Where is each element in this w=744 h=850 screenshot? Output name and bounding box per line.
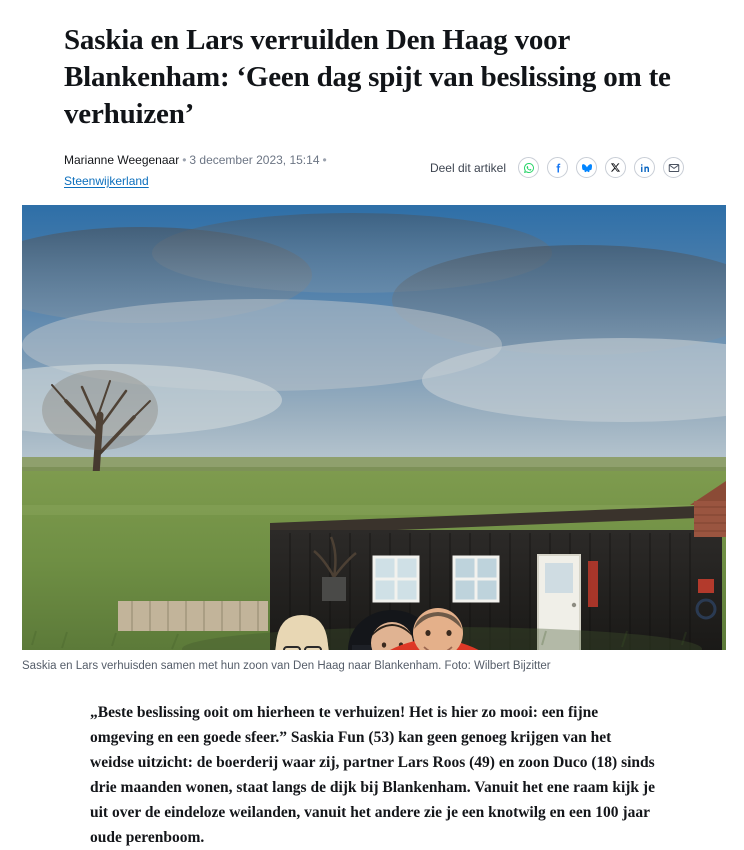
- facebook-icon: [552, 162, 564, 174]
- hero-image: [22, 205, 726, 650]
- x-share-button[interactable]: [605, 157, 626, 178]
- byline: [64, 151, 330, 190]
- linkedin-share-button[interactable]: [634, 157, 655, 178]
- email-share-button[interactable]: [663, 157, 684, 178]
- share-bar: [430, 151, 684, 178]
- x-icon: [610, 162, 621, 173]
- author-name: Marianne Weegenaar: [64, 153, 180, 168]
- article-meta-row: [0, 133, 744, 190]
- hero-image-block: [0, 191, 744, 674]
- article-lead-paragraph: „Beste beslissing ooit om hierheen te verhuizen! Het is hier zo mooi: een fijne omgeving en een goede sfeer.” Saskia Fun (53) kan geen genoeg krijgen van het weidse uitzicht: de boerderij waar zij, partner Lars Roos (49) en zoon Duco (18) sinds drie maanden wonen, staat langs de dijk bij Blankenham. Vanuit het ene raam kijk je uit over de eindeloze weilanden, vanuit het andere zie je een knotwilg en een 100 jaar oude perenboom.: [90, 703, 655, 847]
- bluesky-icon: [581, 162, 593, 174]
- page-title: Saskia en Lars verruilden Den Haag voor Blankenham: ‘Geen dag spijt van beslissing om te verhuizen’: [64, 24, 671, 131]
- whatsapp-icon: [523, 162, 535, 174]
- envelope-icon: [668, 162, 680, 174]
- region-link[interactable]: Steenwijkerland: [64, 173, 149, 188]
- image-caption: Saskia en Lars verhuisden samen met hun zoon van Den Haag naar Blankenham. Foto: Wilbert Bijzitter: [22, 659, 551, 672]
- publish-date: 3 december 2023, 15:14: [189, 153, 320, 168]
- meta-separator-2: •: [322, 153, 327, 168]
- whatsapp-share-button[interactable]: [518, 157, 539, 178]
- meta-separator-1: •: [182, 153, 187, 168]
- facebook-share-button[interactable]: [547, 157, 568, 178]
- share-label: Deel dit artikel: [429, 160, 506, 175]
- linkedin-icon: [639, 162, 651, 174]
- bluesky-share-button[interactable]: [576, 157, 597, 178]
